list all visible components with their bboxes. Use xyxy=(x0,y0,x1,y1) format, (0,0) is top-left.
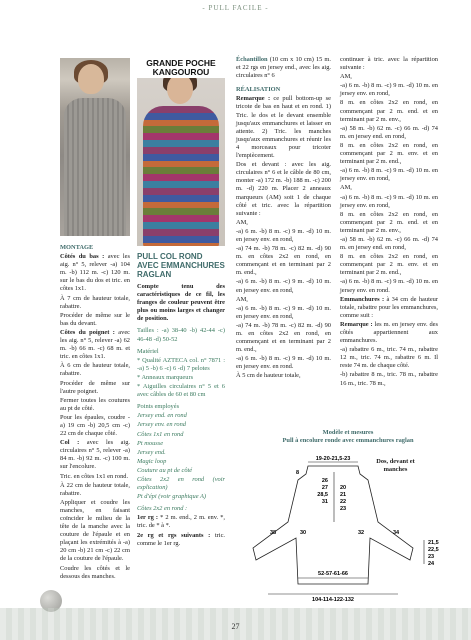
cotes-line-label: 2e rg et rgs suivants : xyxy=(137,531,211,539)
realisation-paragraph xyxy=(236,161,331,218)
montage-paragraph-text: Coudre les côtés et le dessous des manches. xyxy=(60,564,130,580)
point-item: Côtes 2x2 en rond (voir explication) xyxy=(137,475,225,492)
montage-paragraph xyxy=(60,565,130,581)
right-inner-measure: 32 xyxy=(358,530,365,536)
center-right-2: 21 xyxy=(340,492,347,498)
realisation-paragraph xyxy=(236,228,331,244)
realisation-continued-paragraph xyxy=(340,73,438,81)
materiel-item: * Qualité AZTECA col. n° 7871 : -a) 5 -b) 6 -c) 6 -d) 7 pelotes xyxy=(137,356,225,372)
montage-paragraph xyxy=(60,414,130,438)
realisation-paragraph-label: Remarque : xyxy=(236,95,271,103)
realisation-continued-paragraph-text: -a) 6 m. -b) 8 m. -c) 9 m. -d) 10 m. en jersey env. en rond, xyxy=(340,167,438,183)
realisation-paragraph xyxy=(236,278,331,294)
realisation-continued-column xyxy=(340,56,438,389)
realisation-continued-paragraph xyxy=(340,236,438,252)
montage-paragraph-label: Col : xyxy=(60,439,80,447)
sweater-outline xyxy=(253,466,413,584)
montage-paragraph-text: À 7 cm de hauteur totale, rabattre. xyxy=(60,294,130,310)
realisation-continued-paragraph xyxy=(340,211,438,235)
realisation-continued-paragraph-label: Emmanchures : xyxy=(340,295,385,303)
realisation-paragraph xyxy=(236,305,331,321)
realisation-continued-paragraph-text: continuer à tric. avec la répartition suivante : xyxy=(340,56,438,72)
montage-paragraph xyxy=(60,362,130,378)
bottom-inner-measure: 52-57-61-66 xyxy=(318,571,348,577)
montage-paragraph-text: À 6 cm de hauteur totale, rabattre. xyxy=(60,362,130,378)
point-item: Côtes 1x1 en rond xyxy=(137,430,184,438)
bottom-total-measure: 104-114-122-132 xyxy=(312,597,354,602)
montage-paragraph xyxy=(60,380,130,396)
montage-paragraph xyxy=(60,482,130,498)
right-side-2: 22,5 xyxy=(428,547,439,553)
realisation-continued-paragraph-text: -a) 6 m. -b) 8 m. -c) 9 m. -d) 10 m. en jersey env. en rond. xyxy=(340,278,438,294)
montage-paragraph-text: Fermer toutes les coutures au pt de côté. xyxy=(60,396,130,412)
montage-paragraph xyxy=(60,499,130,564)
realisation-continued-paragraph xyxy=(340,278,438,294)
neck-side-measure: 8 xyxy=(296,470,300,476)
materiel-item: * Aiguilles circulaires n° 5 et 6 avec câbles de 60 et 80 cm xyxy=(137,383,225,399)
point-item: Pt mousse xyxy=(137,439,164,447)
right-side-3: 23 xyxy=(428,554,435,560)
materiel-item: * Anneaux marqueurs xyxy=(137,373,194,381)
realisation-paragraph-text: Dos et devant : avec les aig. circulaires n° 6 et le câble de 80 cm, monter -a) 172 m. -b) 188 m. -c) 200 m. -d) 220 m. Placer 2 anneaux marqueurs (AM) soit 1 de chaque côté et tric. avec la répartition suivante : xyxy=(236,161,331,217)
points-heading: Points employés xyxy=(137,403,180,411)
center-left-3: 28,5 xyxy=(317,492,328,498)
pattern-heading-line: RAGLAN xyxy=(137,270,172,279)
realisation-continued-paragraph xyxy=(340,56,438,72)
point-item: Magic loop xyxy=(137,457,167,465)
realisation-paragraph-text: -a) 74 m. -b) 78 m. -c) 82 m. -d) 90 m. en côtes 2x2 en rond, en commençant et en terminant par 2 m. end., xyxy=(236,245,331,277)
pattern-heading xyxy=(137,252,225,279)
cotes-line-label: 1er rg : xyxy=(137,514,159,522)
realisation-paragraph-text: -a) 6 m. -b) 8 m. -c) 9 m. -d) 10 m. en jersey env. en rond, xyxy=(236,278,331,294)
page-number: 27 xyxy=(231,622,240,631)
realisation-continued-paragraph-text: -a) rabattre 6 m., tric. 74 m., rabattre 12 m., tric. 74 m., rabattre 6 m. Il reste 74 m. de chaque côté. xyxy=(340,346,438,370)
realisation-continued-paragraph-text: 8 m. en côtes 2x2 en rond, en commençant par 2 m. env. et en terminant par 2 m. end., xyxy=(340,253,438,277)
model-photo-grey-sweater xyxy=(60,58,130,236)
montage-column xyxy=(60,244,130,582)
realisation-paragraph-text: -a) 6 m. -b) 8 m. -c) 9 m. -d) 10 m. en jersey env. en rond. xyxy=(236,355,331,371)
materiel-heading: Matériel xyxy=(137,347,159,355)
cotes-line xyxy=(137,532,225,548)
realisation-continued-paragraph xyxy=(340,321,438,345)
montage-paragraph-text: Tric. en côtes 1x1 en rond. xyxy=(60,472,129,480)
realisation-paragraph-text: AM, xyxy=(236,218,248,226)
realisation-paragraph-text: À 5 cm de hauteur totale, xyxy=(236,372,301,380)
montage-paragraph-text: À 22 cm de hauteur totale, rabattre. xyxy=(60,481,130,497)
model-photo-striped-sweater xyxy=(137,68,225,246)
montage-paragraph-label: Côtés du bas : xyxy=(60,253,105,261)
cotes-line xyxy=(137,514,225,530)
center-right-4: 23 xyxy=(340,506,347,512)
realisation-paragraph-text: ce pull bottom-up se tricote de bas en haut et en rond. 1) Tric. le dos et le devant ensemble jusqu'aux emmanchures et laisser en attente. 2) Tric. les manches jusqu'aux emmanchures et réunir les 4 morceaux pour tricoter l'empiècement. xyxy=(236,95,331,160)
cotes-heading: Côtes 2x2 en rond : xyxy=(137,505,188,513)
realisation-heading: RÉALISATION xyxy=(236,86,281,94)
realisation-continued-paragraph-text: -b) rabattre 8 m., tric. 78 m., rabattre 16 m., tric. 78 m., xyxy=(340,371,438,387)
echantillon-label: Échantillon xyxy=(236,56,268,63)
center-right-1: 20 xyxy=(340,485,347,491)
realisation-continued-paragraph xyxy=(340,194,438,210)
montage-paragraph-text: avec les aig. n° 5, relever -a) 62 m. -b) 66 m. -c) 68 m. et tric. en côtes 1x1. xyxy=(60,328,130,361)
montage-paragraph-text: Procéder de même sur le bas du devant. xyxy=(60,311,130,327)
right-side-1: 21,5 xyxy=(428,540,439,546)
montage-heading: MONTAGE xyxy=(60,244,94,251)
realisation-paragraph xyxy=(236,322,331,354)
realisation-continued-paragraph-text: 8 m. en côtes 2x2 en rond, en commençant par 2 m. end. et en terminant par 2 m. env., xyxy=(340,210,438,234)
photo-title: GRANDE POCHE KANGOUROU xyxy=(137,58,225,78)
schema-label: Dos, devant et manches xyxy=(376,458,415,473)
right-sleeve-measure: 34 xyxy=(393,530,400,536)
realisation-paragraph xyxy=(236,95,331,160)
montage-paragraph xyxy=(60,253,130,293)
point-item: Pt d'épi (voir graphique A) xyxy=(137,493,207,501)
realisation-paragraph xyxy=(236,355,331,371)
right-side-4: 24 xyxy=(428,561,435,567)
realisation-paragraph-text: AM, xyxy=(236,295,248,303)
realisation-continued-paragraph-text: à 34 cm de hauteur totale, rabattre pour les emmanchures, comme suit : xyxy=(340,295,438,319)
realisation-continued-paragraph xyxy=(340,125,438,141)
realisation-continued-paragraph-text: -a) 6 m. -b) 8 m. -c) 9 m. -d) 10 m. en jersey env. en rond, xyxy=(340,193,438,209)
realisation-paragraph xyxy=(236,296,331,304)
point-item: Couture au pt de côté xyxy=(137,466,193,474)
realisation-paragraph xyxy=(236,245,331,277)
realisation-continued-paragraph xyxy=(340,346,438,370)
realisation-continued-paragraph-text: -a) 6 m. -b) 8 m. -c) 9 m. -d) 10 m. en jersey env. en rond, xyxy=(340,82,438,98)
realisation-column xyxy=(236,56,331,382)
realisation-paragraph xyxy=(236,219,331,227)
echantillon xyxy=(236,56,331,80)
realisation-continued-paragraph-text: -a) 58 m. -b) 62 m. -c) 66 m. -d) 74 m. en jersey end. en rond, xyxy=(340,235,438,252)
echantillon-text: (10 cm x 10 cm) 15 m. et 22 rgs en jersey end., avec les aig. circulaires n° 6 xyxy=(236,56,331,80)
realisation-continued-paragraph xyxy=(340,142,438,166)
top-measure: 19-20-21,5-23 xyxy=(315,456,351,462)
cotes-line-text: * 2 m. end., 2 m. env. *, tric. de * à *. xyxy=(137,514,225,530)
point-item: Jersey end. en rond xyxy=(137,412,187,420)
realisation-continued-paragraph-text: les m. en jersey env. des côtés appartiennent aux emmanchures. xyxy=(340,320,438,345)
montage-paragraph xyxy=(60,473,130,481)
page-header: - PULL FACILE - xyxy=(202,4,269,12)
montage-paragraph-text: Pour les épaules, coudre -a) 19 cm -b) 20,5 cm -c) 22 cm de chaque côté. xyxy=(60,413,130,438)
center-left-1: 26 xyxy=(321,478,328,484)
montage-paragraph-text: Appliquer et coudre les manches, en faisant coïncider le milieu de la tête de la manche avec la couture de l'épaule et en plaçant les extrémités à -a) 20 cm -b) 21 cm -c) 22 cm de la couture de l'épaule. xyxy=(60,498,130,563)
montage-paragraph-text: avec les aig. n° 5, relever -a) 104 m. -b) 112 m. -c) 120 m. sur le bas du dos et tric. en côtes 1x1. xyxy=(60,253,131,293)
pattern-intro-column xyxy=(137,252,225,549)
realisation-continued-paragraph xyxy=(340,82,438,98)
montage-paragraph-text: avec les aig. circulaires n° 5, relever -a) 84 m. -b) 92 m. -c) 100 m. sur l'encolure. xyxy=(60,439,130,471)
realisation-paragraph xyxy=(236,372,331,380)
schema-title: Modèle et mesures Pull à encolure ronde avec emmanchures raglan xyxy=(282,429,414,444)
realisation-continued-paragraph-text: AM, xyxy=(340,184,352,192)
realisation-paragraph-text: -a) 6 m. -b) 8 m. -c) 9 m. -d) 10 m. en jersey env. en rond, xyxy=(236,227,331,243)
center-left-2: 27 xyxy=(321,485,328,491)
left-sleeve-measure: 38 xyxy=(270,530,277,536)
montage-paragraph-text: Procéder de même sur l'autre poignet. xyxy=(60,379,130,395)
realisation-continued-paragraph xyxy=(340,253,438,277)
realisation-continued-paragraph xyxy=(340,167,438,183)
montage-paragraph xyxy=(60,397,130,413)
montage-paragraph xyxy=(60,439,130,471)
realisation-continued-paragraph xyxy=(340,184,438,192)
realisation-continued-paragraph xyxy=(340,371,438,387)
realisation-continued-paragraph-text: 8 m. en côtes 2x2 en rond, en commençant par 2 m. end. et en terminant par 2 m. env., xyxy=(340,99,438,123)
realisation-continued-paragraph-text: -a) 58 m. -b) 62 m. -c) 66 m. -d) 74 m. en jersey end. en rond, xyxy=(340,124,438,140)
left-inner-measure: 30 xyxy=(300,530,307,536)
sweater-schematic xyxy=(248,452,463,602)
realisation-paragraph-text: -a) 6 m. -b) 8 m. -c) 9 m. -d) 10 m. en jersey env. en rond, xyxy=(236,304,331,320)
realisation-continued-paragraph-label: Remarque : xyxy=(340,320,373,328)
realisation-paragraph-text: -a) 74 m. -b) 78 m. -c) 82 m. -d) 90 m. en côtes 2x2 en rond, en commençant et en terminant par 2 m. end., xyxy=(236,321,331,354)
point-item: Jersey env. en rond xyxy=(137,421,186,429)
pattern-intro: Compte tenu des caractéristiques de ce fil, les franges de couleur peuvent être plus ou moins larges et changer de position. xyxy=(137,283,225,323)
montage-paragraph-label: Côtes du poignet : xyxy=(60,328,115,336)
cotes-line-text: tric. comme le 1er rg. xyxy=(137,531,226,547)
pattern-heading-line: AVEC EMMANCHURES xyxy=(137,261,225,270)
montage-paragraph xyxy=(60,312,130,328)
sizes: Tailles : -a) 38-40 -b) 42-44 -c) 46-48 -d) 50-52 xyxy=(137,327,225,343)
montage-paragraph xyxy=(60,329,130,361)
realisation-continued-paragraph xyxy=(340,99,438,123)
realisation-continued-paragraph xyxy=(340,296,438,320)
center-right-3: 22 xyxy=(340,499,347,505)
center-left-4: 31 xyxy=(321,499,328,505)
realisation-continued-paragraph-text: AM, xyxy=(340,73,352,81)
pattern-heading-line: PULL COL ROND xyxy=(137,252,203,261)
point-item: Jersey end. xyxy=(137,448,166,456)
realisation-continued-paragraph-text: 8 m. en côtes 2x2 en rond, en commençant par 2 m. env. et en terminant par 2 m. end., xyxy=(340,141,438,166)
montage-paragraph xyxy=(60,295,130,311)
